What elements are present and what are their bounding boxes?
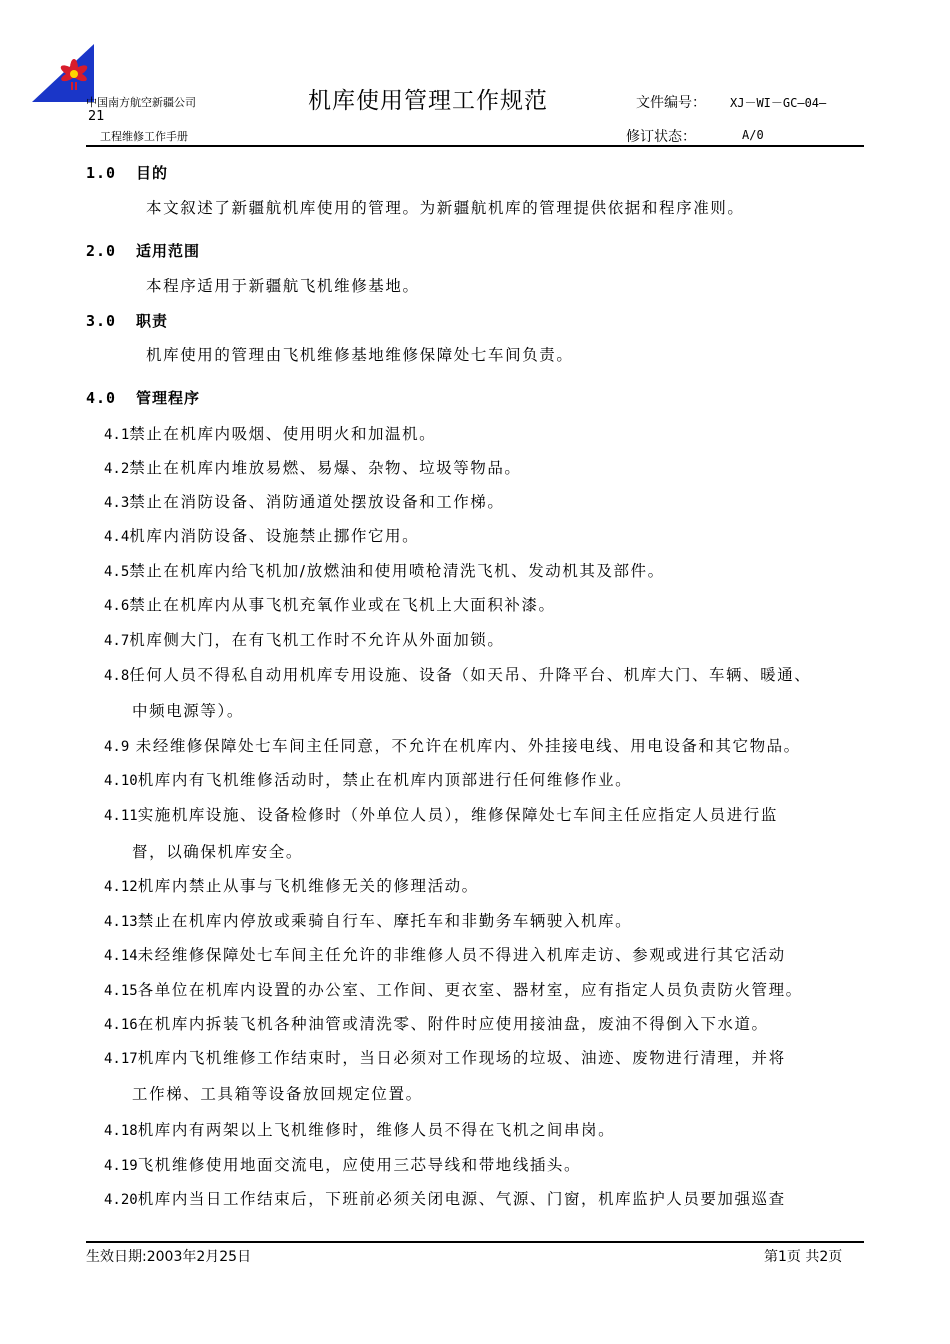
section-heading [86, 162, 168, 183]
section-heading [86, 310, 168, 331]
section-number: 3.0 [86, 312, 117, 330]
list-item: 4.2禁止在机库内堆放易燃、易爆、杂物、垃圾等物品。 [104, 459, 522, 477]
list-item-continuation: 督，以确保机库安全。 [132, 843, 304, 861]
doc-number-continuation: 21 [88, 109, 105, 124]
section-title: 职责 [136, 312, 169, 330]
list-item: 4.4机库内消防设备、设施禁止挪作它用。 [104, 527, 420, 545]
list-item: 4.17机库内飞机维修工作结束时，当日必须对工作现场的垃圾、油迹、废物进行清理，并将 [104, 1049, 786, 1067]
list-item: 4.1禁止在机库内吸烟、使用明火和加温机。 [104, 425, 437, 443]
company-name: 中国南方航空新疆公司 [86, 96, 196, 109]
document-title: 机库使用管理工作规范 [308, 88, 548, 114]
section-paragraph: 机库使用的管理由飞机维修基地维修保障处七车间负责。 [146, 346, 574, 364]
list-item: 4.3禁止在消防设备、消防通道处摆放设备和工作梯。 [104, 493, 505, 511]
section-paragraph: 本文叙述了新疆航机库使用的管理。为新疆航机库的管理提供依据和程序准则。 [146, 199, 745, 217]
section-title: 管理程序 [136, 389, 201, 407]
list-item-continuation: 工作梯、工具箱等设备放回规定位置。 [132, 1085, 423, 1103]
list-item: 4.10机库内有飞机维修活动时，禁止在机库内顶部进行任何维修作业。 [104, 771, 633, 789]
list-item: 4.13禁止在机库内停放或乘骑自行车、摩托车和非勤务车辆驶入机库。 [104, 912, 633, 930]
section-title: 目的 [136, 164, 169, 182]
list-item: 4.14未经维修保障处七车间主任允许的非维修人员不得进入机库走访、参观或进行其它活动 [104, 946, 786, 964]
list-item: 4.18机库内有两架以上飞机维修时，维修人员不得在飞机之间串岗。 [104, 1121, 616, 1139]
section-title: 适用范围 [136, 242, 201, 260]
footer-divider [86, 1241, 864, 1243]
section-heading [86, 387, 200, 408]
list-item: 4.19飞机维修使用地面交流电，应使用三芯导线和带地线插头。 [104, 1156, 582, 1174]
list-item: 4.5禁止在机库内给飞机加/放燃油和使用喷枪清洗飞机、发动机其及部件。 [104, 562, 665, 580]
effective-date: 生效日期:2003年2月25日 [86, 1249, 252, 1265]
list-item: 4.8任何人员不得私自动用机库专用设施、设备（如天吊、升降平台、机库大门、车辆、暖通、 [104, 666, 812, 684]
section-number: 1.0 [86, 164, 117, 182]
revision-label: 修订状态： [626, 129, 696, 145]
header-divider [86, 145, 864, 147]
revision-value: A/0 [742, 128, 764, 142]
section-number: 2.0 [86, 242, 117, 260]
list-item: 4.20机库内当日工作结束后，下班前必须关闭电源、气源、门窗，机库监护人员要加强巡查 [104, 1190, 786, 1208]
manual-name: 工程维修工作手册 [100, 130, 188, 143]
section-heading [86, 240, 200, 261]
list-item: 4.9 未经维修保障处七车间主任同意，不允许在机库内、外挂接电线、用电设备和其它物品。 [104, 737, 801, 755]
section-number: 4.0 [86, 389, 117, 407]
list-item: 4.15各单位在机库内设置的办公室、工作间、更衣室、器材室，应有指定人员负责防火管理。 [104, 981, 803, 999]
list-item: 4.11实施机库设施、设备检修时（外单位人员），维修保障处七车间主任应指定人员进行监 [104, 806, 778, 824]
doc-number-value: XJ－WI－GC—04— [730, 96, 827, 110]
list-item: 4.16在机库内拆装飞机各种油管或清洗零、附件时应使用接油盘，废油不得倒入下水道。 [104, 1015, 769, 1033]
list-item: 4.12机库内禁止从事与飞机维修无关的修理活动。 [104, 877, 479, 895]
list-item: 4.7机库侧大门，在有飞机工作时不允许从外面加锁。 [104, 631, 505, 649]
page-number: 第1页 共2页 [764, 1249, 843, 1265]
doc-number-label: 文件编号： [636, 95, 706, 111]
list-item-continuation: 中频电源等）。 [132, 702, 244, 720]
section-paragraph: 本程序适用于新疆航飞机维修基地。 [146, 277, 420, 295]
list-item: 4.6禁止在机库内从事飞机充氧作业或在飞机上大面积补漆。 [104, 596, 556, 614]
